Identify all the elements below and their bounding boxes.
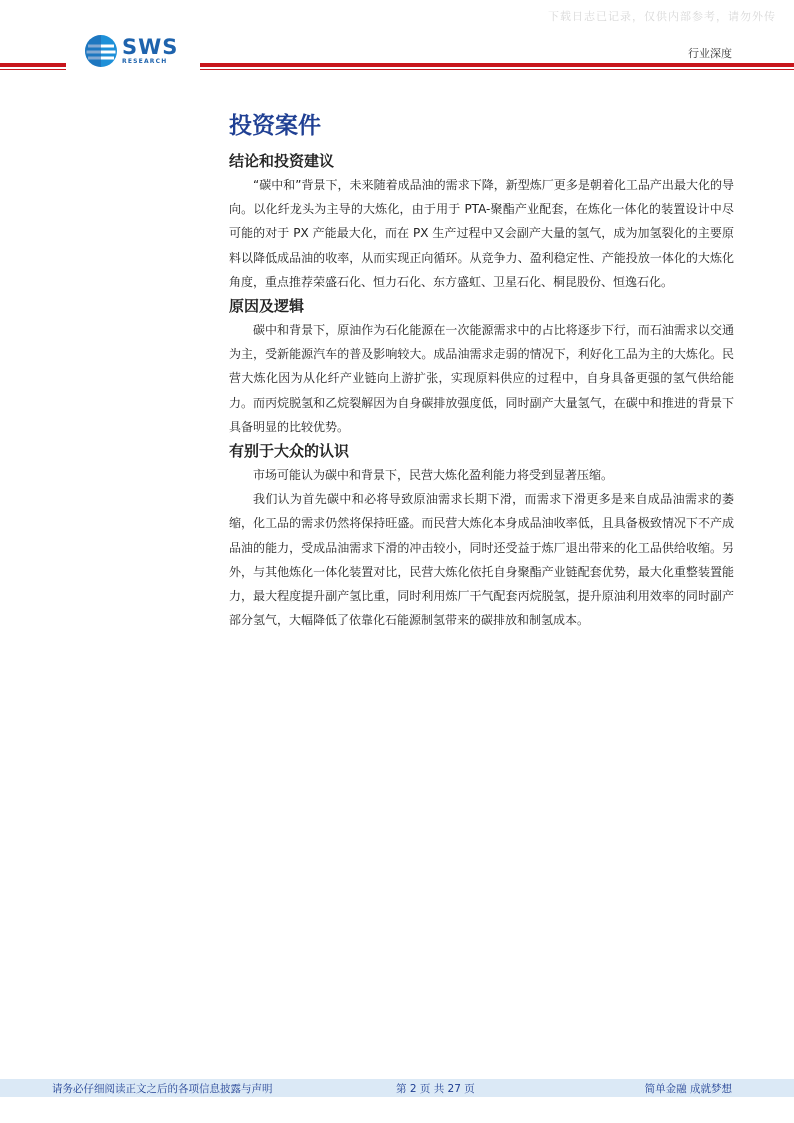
section-heading: 有别于大众的认识 (229, 442, 350, 461)
paragraph: “碳中和”背景下，未来随着成品油的需求下降，新型炼厂更多是朝着化工品产出最大化的导向。以化纤龙头为主导的大炼化，由于用于 PTA-聚酯产业配套，在炼化一体化的装置设计中尽可能的对于 PX 产能最大化，而在 PX 生产过程中又会副产大量的氢气，成为加氢裂化的主要原料以降低成品油的收率，从而实现正向循环。从竞争力、盈利稳定性、产能投放一体化的大炼化角度，重点推荐荣盛石化、恒力石化、东方盛虹、卫星石化、桐昆股份、恒逸石化。 (229, 178, 734, 289)
logo-sub: RESEARCH (122, 58, 168, 65)
page-title: 投资案件 (229, 113, 321, 139)
footer-slogan: 简单金融 成就梦想 (644, 1083, 732, 1095)
paragraph: 我们认为首先碳中和必将导致原油需求长期下滑，而需求下滑更多是来自成品油需求的萎缩，化工品的需求仍然将保持旺盛。而民营大炼化本身成品油收率低，且具备极致情况下不产成品油的能力，受成品油需求下滑的冲击较小，同时还受益于炼厂退出带来的化工品供给收缩。另外，与其他炼化一体化装置对比，民营大炼化依托自身聚酯产业链配套优势，最大化重整装置能力，最大程度提升副产氢比重，同时利用炼厂干气配套丙烷脱氢，提升原油利用效率的同时副产部分氢气，大幅降低了依靠化石能源制氢带来的碳排放和制氢成本。 (229, 492, 734, 628)
section-heading: 结论和投资建议 (229, 152, 335, 170)
paragraph: 市场可能认为碳中和背景下，民营大炼化盈利能力将受到显著压缩。 (253, 468, 614, 483)
header-rule-right-thin (200, 69, 794, 70)
main-content (229, 108, 734, 632)
header-rule-left-thin (0, 69, 66, 70)
section-reasons (229, 294, 734, 439)
footer-page-number: 第 2 页 共 27 页 (396, 1083, 475, 1095)
sws-logo-icon (84, 34, 118, 68)
sws-logo (84, 34, 178, 68)
footer-disclaimer: 请务必仔细阅读正文之后的各项信息披露与声明 (52, 1083, 273, 1095)
logo-name: SWS (122, 35, 179, 59)
section-heading: 原因及逻辑 (229, 297, 305, 316)
report-type-label: 行业深度 (688, 47, 732, 60)
header-rule-right (200, 63, 794, 67)
paragraph: 碳中和背景下，原油作为石化能源在一次能源需求中的占比将逐步下行，而石油需求以交通为主，受新能源汽车的普及影响较大。成品油需求走弱的情况下，利好化工品为主的大炼化。民营大炼化因为从化纤产业链向上游扩张，实现原料供应的过程中，自身具备更强的氢气供给能力。而丙烷脱氢和乙烷裂解因为自身碳排放强度低，同时副产大量氢气，在碳中和推进的背景下具备明显的比较优势。 (229, 323, 734, 434)
section-conclusion (229, 149, 734, 294)
watermark-text: 下载日志已记录，仅供内部参考，请勿外传 (548, 10, 776, 23)
section-different-view (229, 439, 734, 632)
header-rule-left (0, 63, 66, 67)
